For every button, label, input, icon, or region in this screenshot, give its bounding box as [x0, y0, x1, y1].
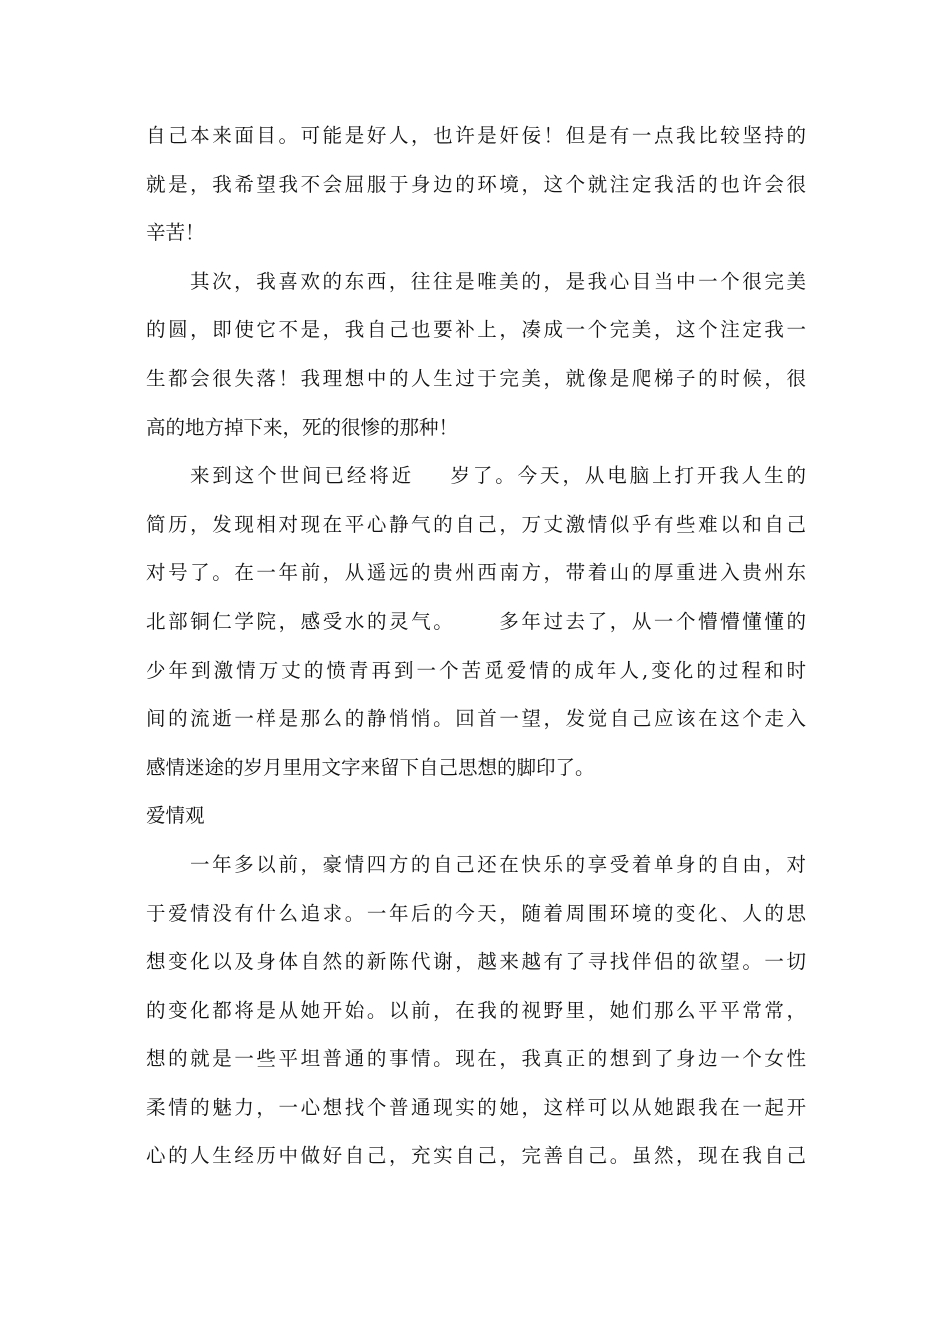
text-line: 北部铜仁学院，感受水的灵气。 多年过去了，从一个懵懵懂懂的	[146, 609, 806, 633]
text-line: 的圆，即使它不是，我自己也要补上，凑成一个完美，这个注定我一	[146, 318, 806, 342]
paragraph	[146, 841, 806, 1181]
text-line: 简历，发现相对现在平心静气的自己，万丈激情似乎有些难以和自己	[146, 512, 806, 536]
text-line: 柔情的魅力，一心想找个普通现实的她，这样可以从她跟我在一起开	[146, 1095, 806, 1119]
heading-text: 爱情观	[146, 804, 205, 828]
text-line: 感情迷途的岁月里用文字来留下自己思想的脚印了。	[146, 755, 595, 779]
text-line: 于爱情没有什么追求。一年后的今天，随着周围环境的变化、人的思	[146, 901, 806, 925]
text-line: 心的人生经历中做好自己，充实自己，完善自己。虽然，现在我自己	[146, 1144, 806, 1168]
text-line: 间的流逝一样是那么的静悄悄。回首一望，发觉自己应该在这个走入	[146, 707, 806, 731]
text-line: 辛苦！	[146, 221, 205, 245]
paragraph	[146, 258, 806, 452]
document-page	[146, 112, 806, 1181]
text-line: 就是，我希望我不会屈服于身边的环境，这个就注定我活的也许会很	[146, 172, 806, 196]
text-line: 其次，我喜欢的东西，往往是唯美的，是我心目当中一个很完美	[190, 269, 806, 293]
section-heading	[146, 792, 806, 841]
paragraph	[146, 112, 806, 258]
text-line: 来到这个世间已经将近 岁了。今天，从电脑上打开我人生的	[190, 464, 806, 488]
paragraph	[146, 452, 806, 792]
text-line: 生都会很失落！我理想中的人生过于完美，就像是爬梯子的时候，很	[146, 366, 806, 390]
text-line: 一年多以前，豪情四方的自己还在快乐的享受着单身的自由，对	[190, 852, 806, 876]
text-line: 想变化以及身体自然的新陈代谢，越来越有了寻找伴侣的欲望。一切	[146, 950, 806, 974]
text-line: 高的地方掉下来，死的很惨的那种！	[146, 415, 459, 439]
text-line: 的变化都将是从她开始。以前，在我的视野里，她们那么平平常常，	[146, 998, 806, 1022]
text-line: 对号了。在一年前，从遥远的贵州西南方，带着山的厚重进入贵州东	[146, 561, 806, 585]
text-line: 少年到激情万丈的愤青再到一个苦觅爱情的成年人,变化的过程和时	[146, 658, 806, 682]
text-line: 想的就是一些平坦普通的事情。现在，我真正的想到了身边一个女性	[146, 1047, 806, 1071]
text-line: 自己本来面目。可能是好人，也许是奸佞！但是有一点我比较坚持的	[146, 124, 806, 147]
